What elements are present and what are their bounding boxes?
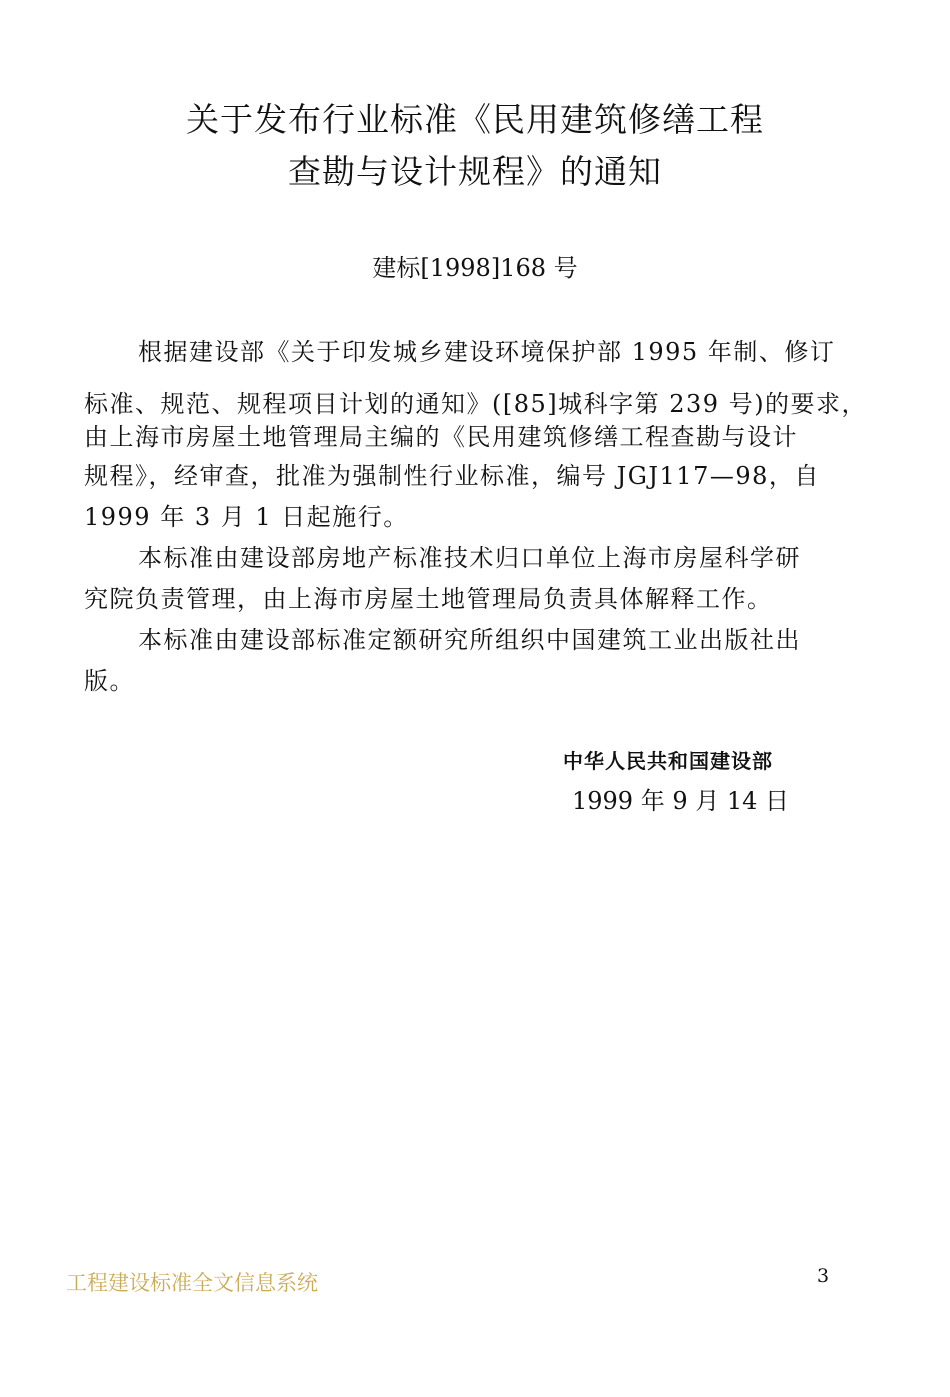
- issue-date: 1999 年 9 月 14 日: [572, 787, 790, 815]
- body-line: 究院负责管理，由上海市房屋土地管理局负责具体解释工作。: [84, 585, 773, 613]
- body-line: 本标准由建设部标准定额研究所组织中国建筑工业出版社出: [138, 626, 801, 654]
- body-line: 版。: [84, 667, 135, 695]
- body-line: 1999 年 3 月 1 日起施行。: [84, 503, 409, 531]
- notice-title-line-2: 查勘与设计规程》的通知: [288, 152, 662, 191]
- body-line: 根据建设部《关于印发城乡建设环境保护部 1995 年制、修订: [138, 338, 836, 366]
- page-number: 3: [817, 1265, 830, 1287]
- body-line: 标准、规范、规程项目计划的通知》([85]城科字第 239 号)的要求，: [84, 390, 868, 418]
- body-line: 由上海市房屋土地管理局主编的《民用建筑修缮工程查勘与设计: [84, 423, 798, 451]
- document-number: 建标[1998]168 号: [372, 254, 578, 282]
- body-line: 规程》，经审查，批准为强制性行业标准，编号 JGJ117—98，自: [84, 462, 820, 490]
- issuer-signature: 中华人民共和国建设部: [563, 749, 773, 773]
- footer-system-name: 工程建设标准全文信息系统: [66, 1271, 318, 1295]
- notice-title-line-1: 关于发布行业标准《民用建筑修缮工程: [186, 100, 764, 139]
- body-line: 本标准由建设部房地产标准技术归口单位上海市房屋科学研: [138, 544, 801, 572]
